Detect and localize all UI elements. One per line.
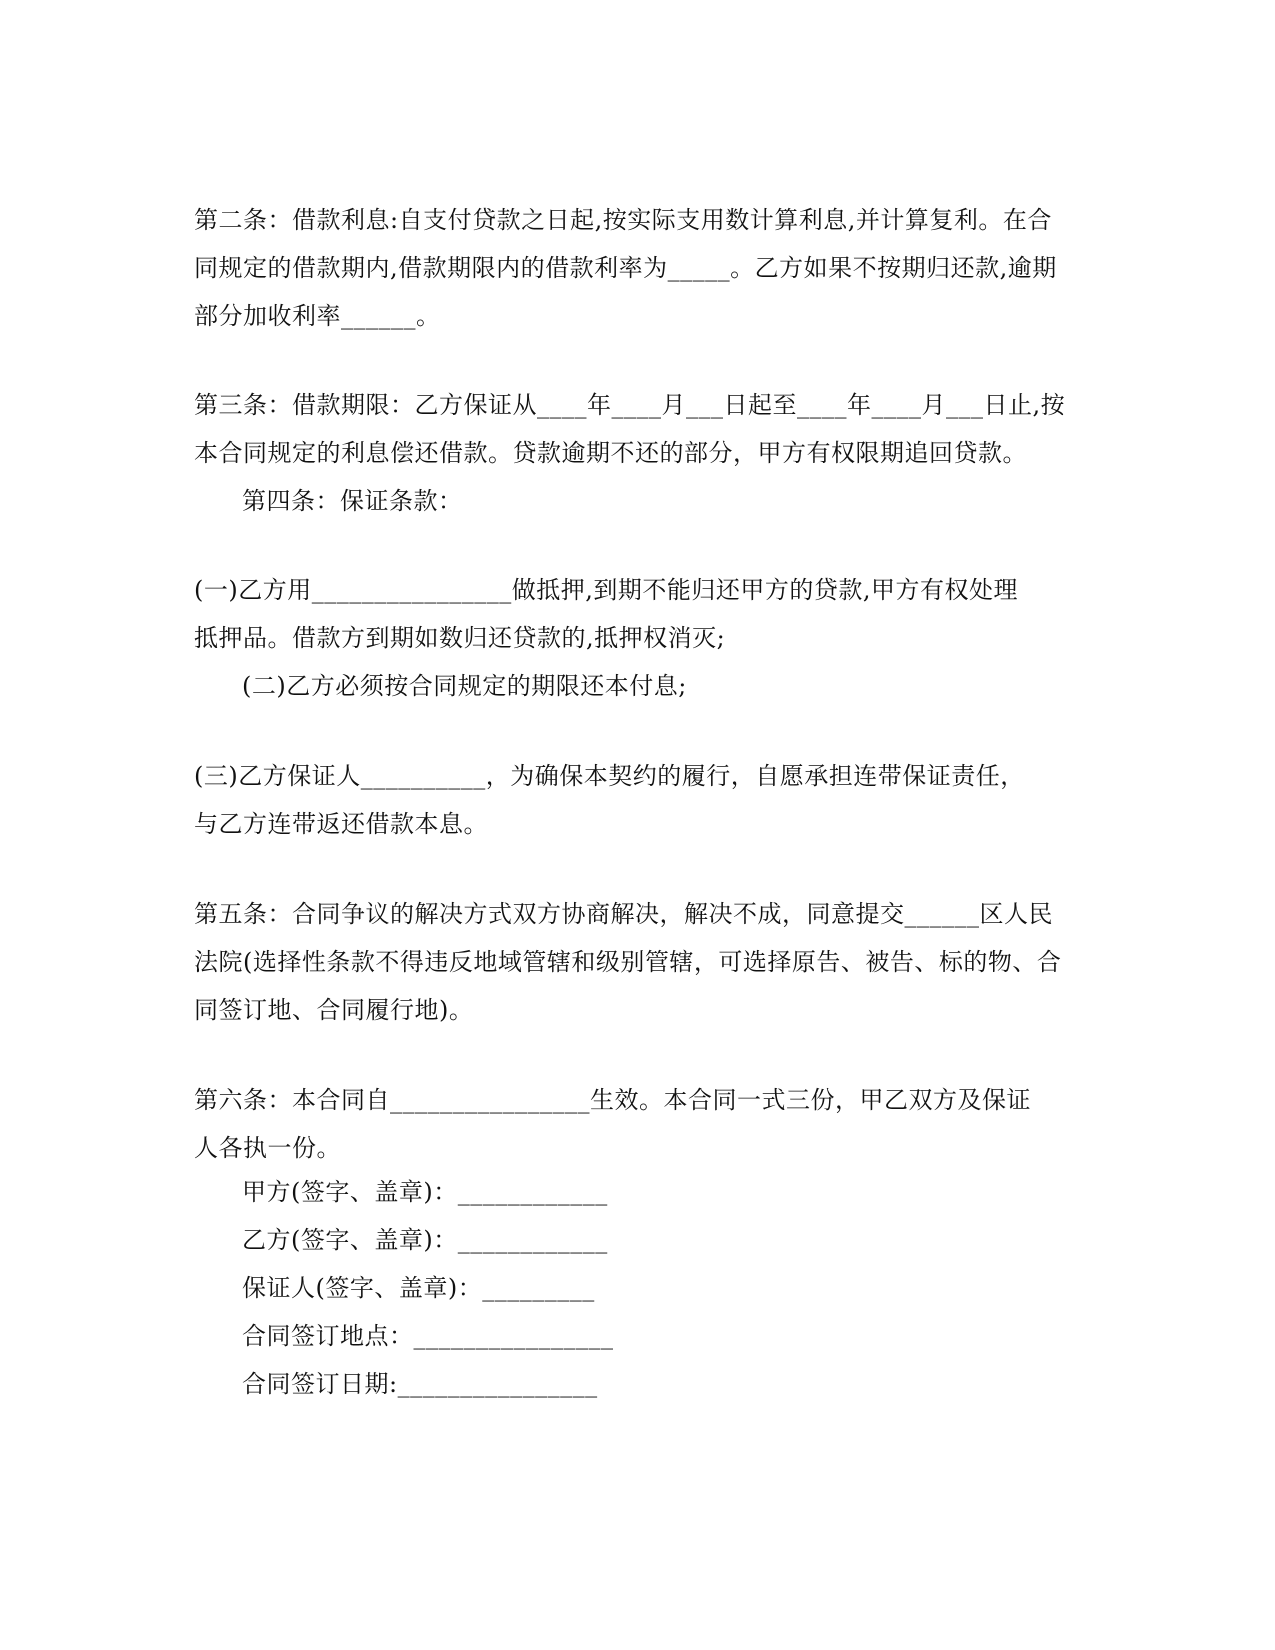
article-2 (194, 196, 1074, 340)
article-4-item-3 (194, 752, 1074, 848)
article-6 (194, 1076, 1074, 1172)
party-b-signature-line: 乙方(签字、盖章)：____________ (242, 1226, 608, 1254)
article-6-line-1: 第六条：本合同自________________生效。本合同一式三份，甲乙双方及保证 (194, 1086, 1031, 1114)
article-3-line-2: 本合同规定的利息偿还借款。贷款逾期不还的部分，甲方有权限期追回贷款。 (194, 439, 1027, 467)
article-5-line-3: 同签订地、合同履行地)。 (194, 996, 474, 1024)
article-3-line-1: 第三条：借款期限：乙方保证从____年____月___日起至____年____月___日止,按 (194, 391, 1066, 419)
article-2-line-1: 第二条：借款利息:自支付贷款之日起,按实际支用数计算利息,并计算复利。在合 (194, 206, 1052, 234)
article-4-heading: 第四条：保证条款： (242, 487, 463, 515)
party-a-signature-line: 甲方(签字、盖章)：____________ (242, 1178, 608, 1206)
article-2-line-2: 同规定的借款期内,借款期限内的借款利率为_____。乙方如果不按期归还款,逾期 (194, 254, 1057, 282)
article-4-item-1-line-2: 抵押品。借款方到期如数归还贷款的,抵押权消灭; (194, 624, 726, 652)
article-4-item-3-line-1: (三)乙方保证人__________，为确保本契约的履行，自愿承担连带保证责任， (194, 762, 1025, 790)
article-5-line-1: 第五条：合同争议的解决方式双方协商解决，解决不成，同意提交______区人民 (194, 900, 1053, 928)
article-2-line-3: 部分加收利率______。 (194, 302, 441, 330)
article-4-item-1-line-1: (一)乙方用________________做抵押,到期不能归还甲方的贷款,甲方有权处理 (194, 576, 1018, 604)
signature-block (194, 1168, 1074, 1408)
article-5 (194, 890, 1074, 1034)
article-3 (194, 381, 1074, 525)
signing-place-line: 合同签订地点：________________ (242, 1322, 614, 1350)
article-5-line-2: 法院(选择性条款不得违反地域管辖和级别管辖，可选择原告、被告、标的物、合 (194, 948, 1062, 976)
article-4-item-3-line-2: 与乙方连带返还借款本息。 (194, 810, 488, 838)
article-4-items (194, 566, 1074, 710)
article-6-line-2: 人各执一份。 (194, 1134, 341, 1162)
guarantor-signature-line: 保证人(签字、盖章)：_________ (242, 1274, 595, 1302)
signing-date-line: 合同签订日期:________________ (242, 1370, 598, 1398)
article-4-item-2: (二)乙方必须按合同规定的期限还本付息; (242, 672, 687, 700)
